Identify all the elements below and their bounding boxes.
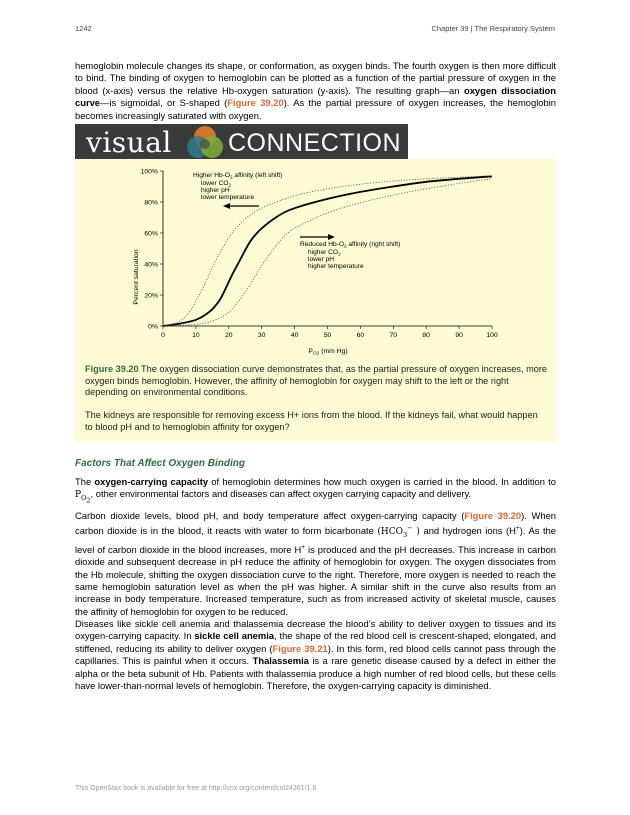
x-tick-label: 60 [356, 332, 365, 339]
figure-caption-text: The oxygen dissociation curve demonstrates that, as the partial pressure of oxygen increases, more oxygen binds hemoglobin. However, the affinity of hemoglobin for oxygen may shift to the left or the right depending on environmental conditions. [85, 364, 548, 398]
para2-text-1: Carbon dioxide levels, blood pH, and body temperature affect oxygen-carrying capacity ( [75, 510, 465, 521]
x-tick-label: 80 [422, 332, 430, 339]
x-tick-label: 40 [290, 332, 299, 339]
x-tick-label: 70 [389, 332, 398, 339]
visual-connection-box [75, 159, 556, 442]
right-shift-ph: lower pH [308, 256, 335, 263]
page-footer: This OpenStax book is available for free at http://cnx.org/content/col24361/1.8 [75, 785, 317, 792]
x-tick-label: 30 [257, 332, 266, 339]
para3-text-4: is a rare genetic disease caused by a defect in either the alpha or the beta subunit of Hb. Patients with thalassemia produce a high number of red blood cells, but these cells have lower-than-normal levels of hemoglobin. Therefore, the oxygen-carrying capacity is diminished. [75, 655, 557, 692]
figure-caption [85, 364, 547, 399]
para3-text-3: ). In this form, red blood cells cannot pass through the capillaries. This is painful when it occurs. [75, 642, 556, 667]
banner-word-visual: visual [86, 126, 172, 159]
y-tick-label: 100% [140, 168, 158, 176]
para3-text-2: , the shape of the red blood cell is crescent-shaped, elongated, and stiffened, reducing its ability to deliver oxygen ( [75, 630, 556, 654]
intro-text-2: —is sigmoidal, or S-shaped ( [100, 97, 228, 109]
term-sickle-cell-anemia: sickle cell anemia [194, 630, 275, 642]
intro-paragraph [75, 60, 556, 122]
intro-text-1: hemoglobin molecule changes its shape, or conformation, as oxygen binds. The fourth oxygen is then more difficult to bind. The binding of oxygen to hemoglobin can be plotted as a function of the partial pressure of oxygen in the blood (x-axis) versus the relative Hb-oxygen saturation (y-axis). The resulting graph—an [75, 60, 556, 96]
para1-text-2: of hemoglobin determines how much oxygen is carried in the blood. In addition to [208, 476, 556, 487]
right-shift-co2: higher $CO_2$ [308, 249, 341, 257]
figure-link[interactable]: Figure 39.20 [464, 510, 522, 521]
y-tick-label: 40% [144, 261, 158, 269]
para2-text-3: and hydrogen ions (H [419, 525, 516, 537]
connection-logo-icon [184, 124, 226, 159]
term-oxygen-dissociation-curve: oxygen dissociation curve [75, 84, 556, 109]
section-heading: Factors That Affect Oxygen Binding [75, 458, 246, 469]
math-po2: $P_{O_2}$ [75, 490, 91, 505]
superscript-plus: + [301, 543, 306, 551]
left-shift-annotation [193, 172, 282, 209]
x-tick-label: 50 [323, 332, 332, 339]
chapter-title: Chapter 39 | The Respiratory System [431, 24, 555, 33]
superscript-plus: + [515, 525, 520, 533]
x-axis-label: $P_{O2}$ (mm Hg) [308, 348, 348, 357]
term-oxygen-carrying-capacity: oxygen-carrying capacity [94, 476, 209, 487]
right-shift-annotation [300, 234, 400, 270]
figure-link[interactable]: Figure 39.20 [227, 97, 284, 109]
figure-link[interactable]: Figure 39.21 [272, 642, 328, 654]
paragraph-diseases [75, 618, 556, 692]
left-shift-co2: lower $CO_2$ [201, 180, 232, 188]
term-thalassemia: Thalassemia [252, 655, 309, 667]
x-tick-label: 10 [192, 332, 200, 339]
y-tick-label: 0% [148, 323, 158, 331]
right-shift-title: Reduced $Hb-O_2$ affinity (right shift) [300, 241, 401, 249]
y-tick-label: 20% [144, 292, 158, 300]
para1-text-3: , other environmental factors and diseases can affect oxygen carrying capacity and delivery. [90, 488, 472, 500]
left-shift-title: Higher $Hb-O_2$ affinity (left shift) [193, 172, 283, 180]
oxygen-dissociation-chart [75, 159, 556, 364]
page-number: 1242 [75, 24, 92, 33]
y-tick-label: 80% [144, 199, 158, 207]
visual-connection-banner [75, 124, 408, 159]
right-arrow-icon [300, 234, 335, 240]
para2-text-5: is produced and the pH decreases. This increase in carbon dioxide and subsequent decrease in pH reduce the affinity of hemoglobin for oxygen. The oxygen dissociates from the Hb molecule, shifting the oxygen dissociation curve to the right. Therefore, more oxygen is needed to reach the same hemoglobin saturation level as when the pH was higher. A similar shift in the curve also results from an increase in body temperature. Increased temperature, such as from increased activity of skeletal muscle, causes the affinity of hemoglobin for oxygen to be reduced. [75, 543, 556, 617]
math-bicarbonate: ($HCO_3^-$ ) [377, 524, 420, 540]
visual-connection-question: The kidneys are responsible for removing excess H+ ions from the blood. If the kidneys fail, what would happen to blood pH and to hemoglobin affinity for oxygen? [85, 410, 538, 432]
intro-text-3: ). As the partial pressure of oxygen increases, the hemoglobin becomes increasingly saturated with oxygen. [75, 97, 557, 121]
x-tick-label: 90 [455, 332, 463, 339]
y-axis-label: Percent saturation [133, 249, 140, 305]
x-tick-label: 20 [225, 332, 233, 339]
para2-text-4: ). As the level of carbon dioxide in the blood increases, more H [75, 525, 556, 555]
banner-word-connection: CONNECTION [228, 129, 402, 157]
left-shift-temp: lower temperature [201, 194, 255, 201]
figure-label: Figure 39.20 [85, 364, 139, 374]
x-tick-label: 0 [161, 332, 165, 339]
para2-text-2: ). When carbon dioxide is in the blood, it reacts with water to form bicarbonate [75, 510, 557, 537]
paragraph-co2-ph-temp [75, 510, 556, 618]
x-tick-label: 100 [486, 332, 498, 339]
right-shift-temp: higher temperature [308, 263, 364, 270]
y-tick-label: 60% [144, 230, 158, 238]
para3-text-1: Diseases like sickle cell anemia and thalassemia decrease the blood’s ability to deliver oxygen to tissues and its oxygen-carrying capacity. In [75, 618, 556, 642]
paragraph-capacity [75, 476, 556, 507]
left-arrow-icon [223, 203, 259, 209]
left-shift-ph: higher pH [201, 187, 230, 194]
para1-text-1: The [75, 476, 95, 487]
